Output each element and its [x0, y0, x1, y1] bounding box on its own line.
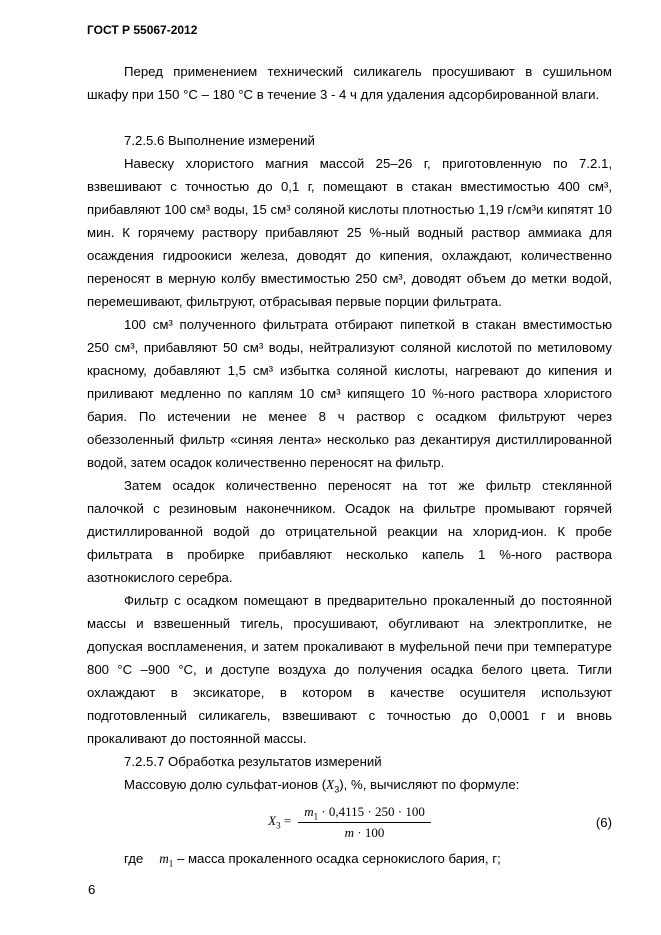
formula-expression: [268, 804, 431, 841]
formula-intro-subscript: 3: [334, 784, 340, 795]
where-variable: [159, 851, 174, 869]
formula-numerator-subscript: 1: [313, 811, 319, 822]
formula-denominator-constants: · 100: [354, 825, 385, 840]
paragraph-filtrate-treatment: 100 см³ полученного фильтрата отбирают пипеткой в стакан вместимостью 250 см³, прибавляют 50 см³ воды, нейтрализуют соляной кислотой по метиловому красному, добавляют 1,5 см³ избытка соляной кислоты, нагревают до кипения и приливают медленно по каплям 10 см³ кипящего 10 %-ного раствора хлористого бария. По истечении не менее 8 ч раствор с осадком фильтруют через обеззоленный фильтр «синяя лента» несколько раз декантируя дистиллированной водой, затем осадок количественно переносят на фильтр.: [87, 317, 612, 470]
formula-numerator: [298, 804, 431, 823]
formula-fraction: [298, 804, 431, 841]
section-heading-7-2-5-7: 7.2.5.7 Обработка результатов измерений: [124, 754, 382, 769]
formula-intro-before: Массовую долю сульфат-ионов (: [124, 777, 327, 792]
formula-denominator: [298, 823, 431, 841]
formula-lhs-variable: X: [268, 813, 277, 829]
page-number: 6: [88, 882, 96, 897]
paragraph-silica-drying: Перед применением технический силикагель просушивают в сушильном шкафу при 150 °С – 180 °С в течение 3 - 4 ч для удаления адсорбированной влаги.: [87, 64, 612, 102]
formula-lhs-subscript: 3: [276, 821, 281, 832]
paragraph-where-definition: [87, 847, 612, 870]
formula-numerator-variable: m: [304, 804, 314, 819]
where-variable-subscript: 1: [168, 858, 174, 869]
where-prefix: где: [124, 851, 144, 866]
formula-intro-after: ), %, вычисляют по формуле:: [339, 777, 520, 792]
paragraph-formula-intro: [87, 773, 612, 796]
formula-block: [87, 804, 612, 841]
paragraph-crucible-calcination: Фильтр с осадком помещают в предварительно прокаленный до постоянной массы и взвешенный тигель, просушивают, обугливают на электроплитке, не допуская воспламенения, и затем прокаливают в муфельной печи при температуре 800 °С –900 °С, и доступе воздуха до получения осадка белого цвета. Тигли охлаждают в эксикаторе, в котором в качестве осушителя используют подготовленный силикагель, взвешивают с точностью до 0,0001 г и вновь прокаливают до постоянной массы.: [87, 593, 612, 746]
where-description: – масса прокаленного осадка сернокислого бария, г;: [173, 851, 501, 866]
section-heading-7-2-5-6: 7.2.5.6 Выполнение измерений: [124, 133, 315, 148]
where-variable-symbol: m: [159, 851, 169, 866]
formula-denominator-variable: m: [344, 825, 355, 840]
formula-intro-variable: X: [326, 777, 335, 792]
paragraph-sample-preparation: Навеску хлористого магния массой 25–26 г, приготовленную по 7.2.1, взвешивают с точностью до 0,1 г, помещают в стакан вместимостью 400 см³, прибавляют 100 см³ воды, 15 см³ соляной кислоты плотностью 1,19 г/см³и кипятят 10 мин. К горячему раствору прибавляют 25 %-ный водный раствор аммиака для осаждения гидроокиси железа, доводят до кипения, охлаждают, количественно переносят в мерную колбу вместимостью 250 см³, доводят объем до метки водой, перемешивают, фильтруют, отбрасывая первые порции фильтрата.: [87, 156, 612, 309]
formula-numerator-constants: · 0,4115 · 250 · 100: [318, 804, 425, 819]
formula-equals-sign: =: [283, 813, 292, 829]
document-code: ГОСТ Р 55067-2012: [87, 23, 198, 37]
equation-number: (6): [595, 814, 612, 830]
formula-lhs: [268, 813, 292, 832]
paragraph-residue-transfer: Затем осадок количественно переносят на тот же фильтр стеклянной палочкой с резиновым наконечником. Осадок на фильтре промывают горячей дистиллированной водой до отрицательной реакции на хлорид-ион. К пробе фильтрата в пробирке прибавляют несколько капель 1 %-ного раствора азотнокислого серебра.: [87, 478, 612, 585]
